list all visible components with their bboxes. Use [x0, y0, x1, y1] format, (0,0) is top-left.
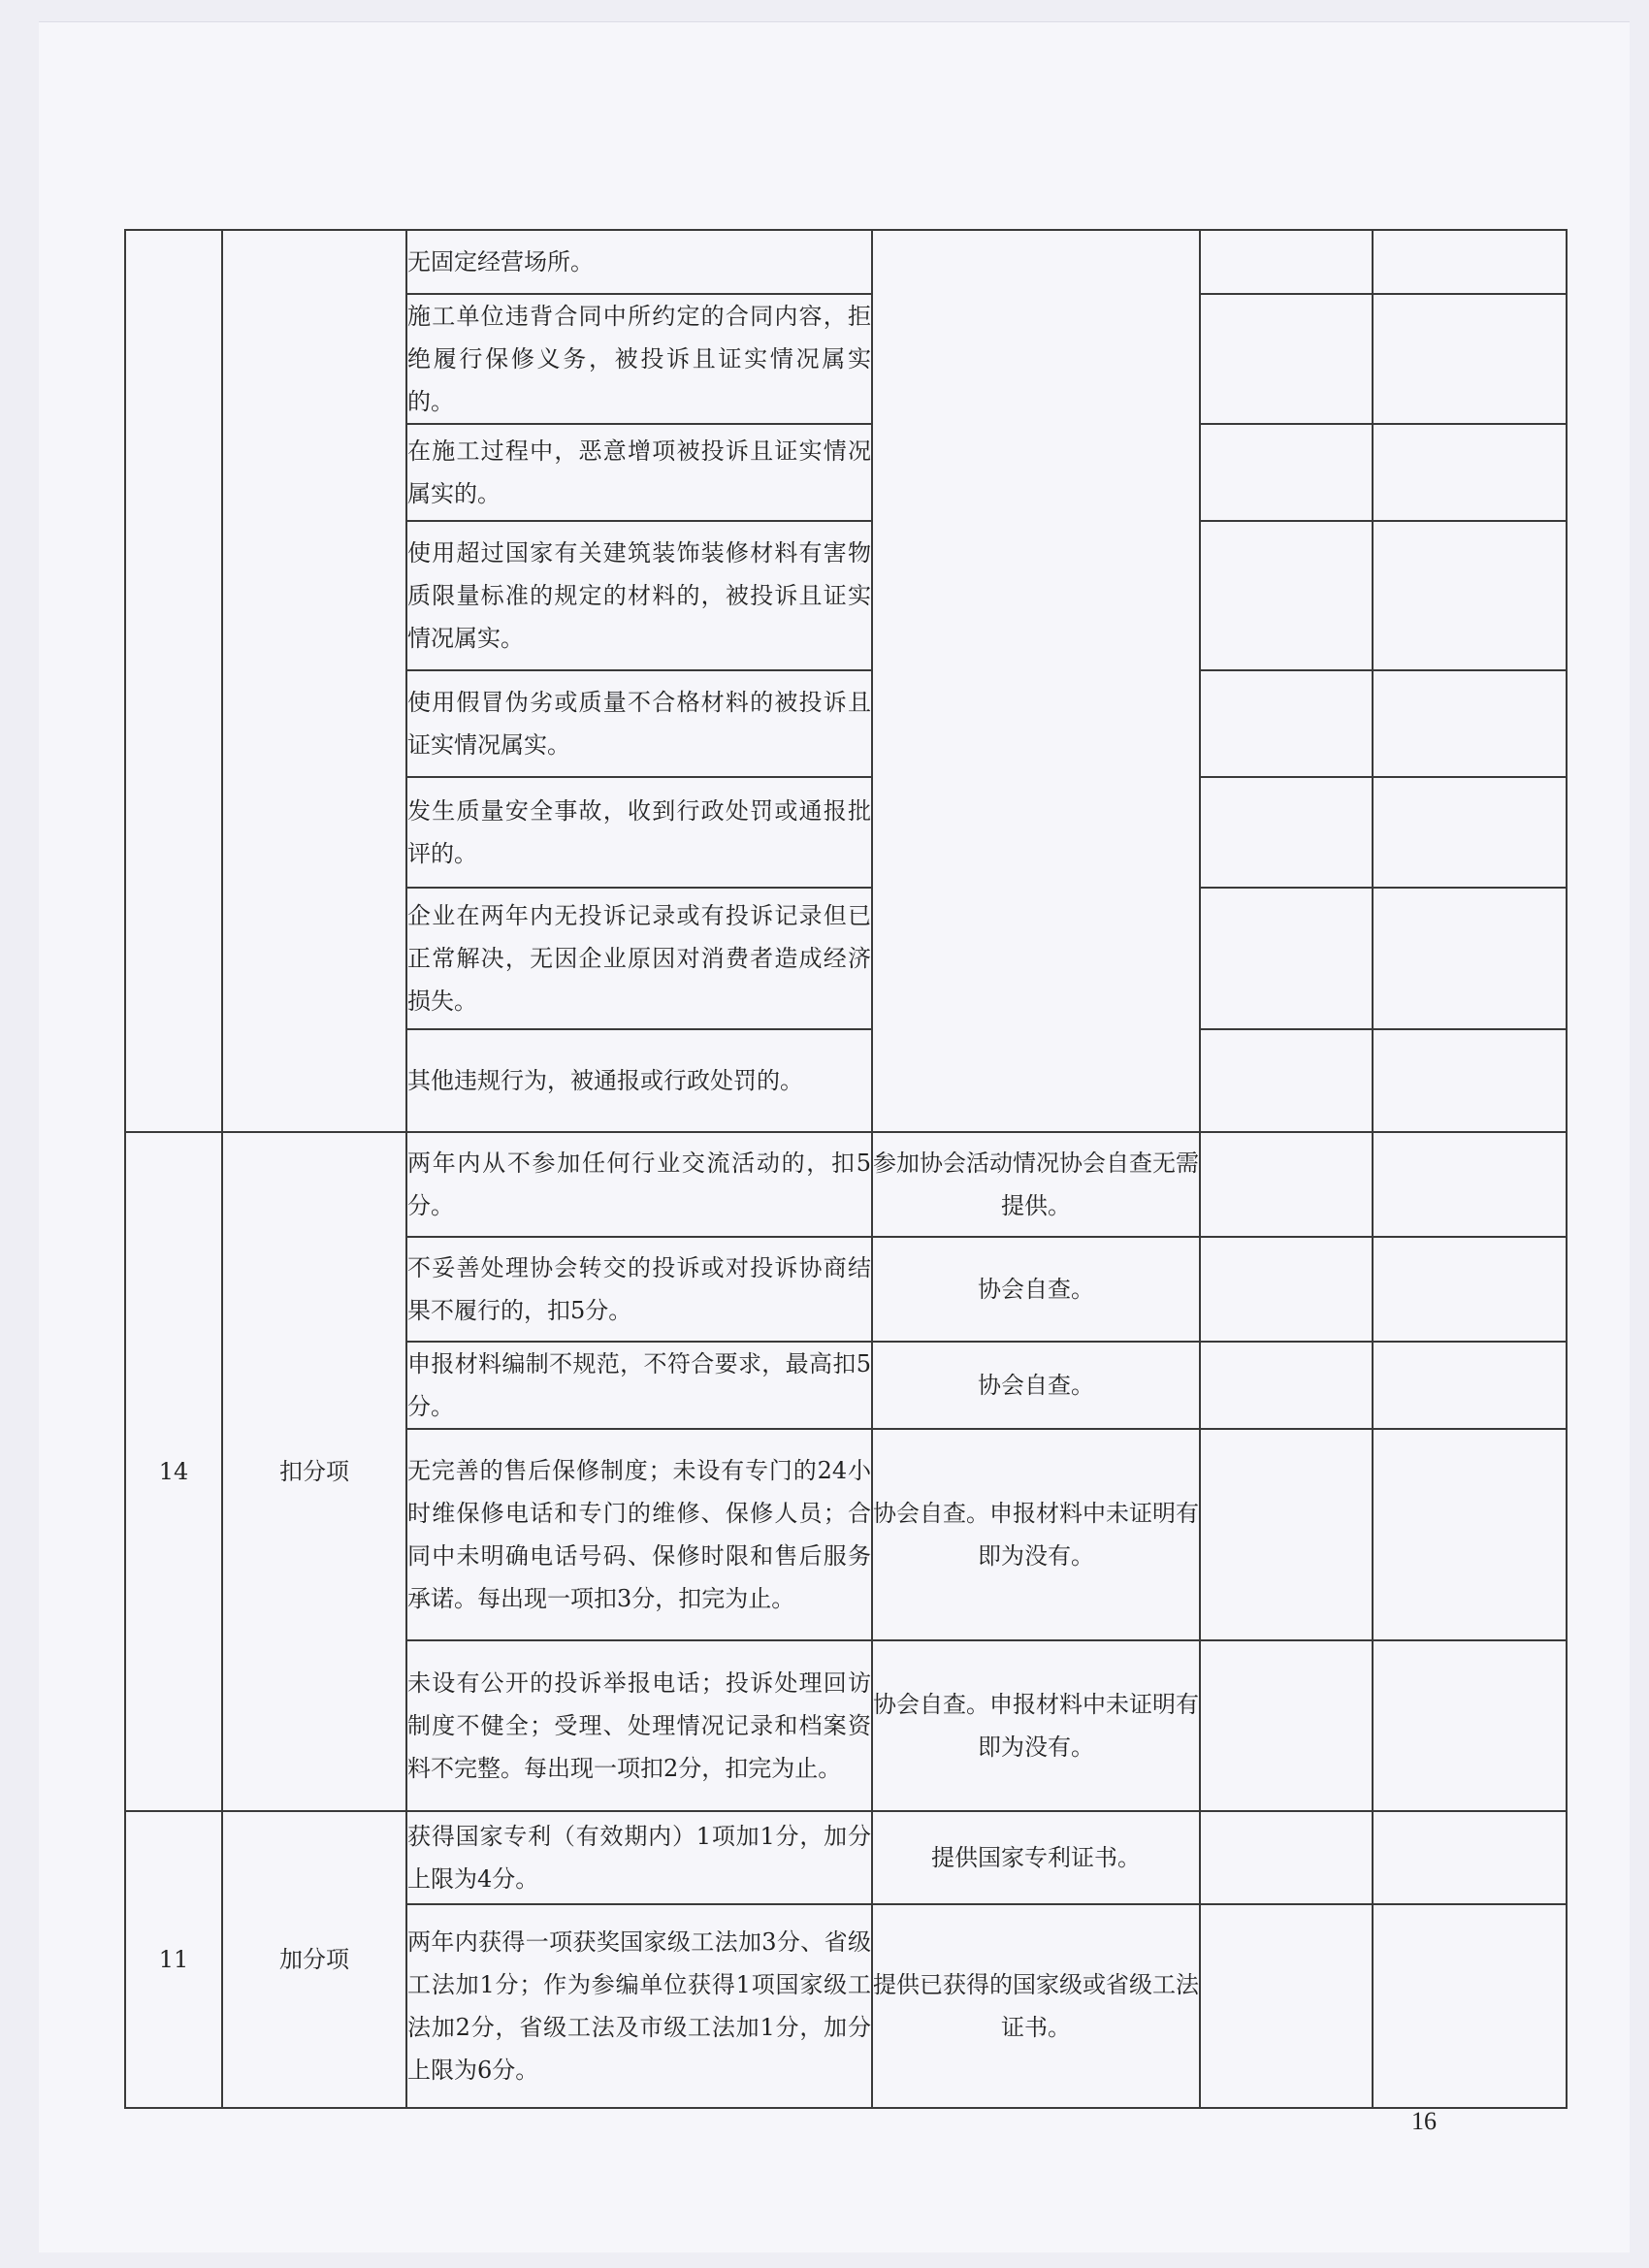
evidence-cell: 提供已获得的国家级或省级工法证书。: [872, 1904, 1200, 2108]
criterion-cell: 其他违规行为，被通报或行政处罚的。: [406, 1029, 872, 1132]
remark-cell: [1373, 424, 1567, 521]
criterion-cell: 企业在两年内无投诉记录或有投诉记录但已正常解决，无因企业原因对消费者造成经济损失。: [406, 888, 872, 1029]
category-cell: 扣分项: [222, 1132, 406, 1811]
index-cell: [125, 230, 222, 1132]
criterion-cell: 无固定经营场所。: [406, 230, 872, 294]
remark-cell: [1373, 1811, 1567, 1904]
index-cell: 14: [125, 1132, 222, 1811]
criterion-cell: 无完善的售后保修制度；未设有专门的24小时维保修电话和专门的维修、保修人员；合同中未明确电话号码、保修时限和售后服务承诺。每出现一项扣3分，扣完为止。: [406, 1429, 872, 1640]
page-number: 16: [1411, 2107, 1437, 2135]
table-row: [125, 230, 1567, 294]
score-cell: [1200, 294, 1373, 424]
score-cell: [1200, 424, 1373, 521]
remark-cell: [1373, 670, 1567, 777]
score-cell: [1200, 230, 1373, 294]
evidence-cell: 协会自查。: [872, 1237, 1200, 1342]
remark-cell: [1373, 888, 1567, 1029]
criterion-cell: 不妥善处理协会转交的投诉或对投诉协商结果不履行的，扣5分。: [406, 1237, 872, 1342]
criterion-cell: 使用超过国家有关建筑装饰装修材料有害物质限量标准的规定的材料的，被投诉且证实情况属实。: [406, 521, 872, 670]
remark-cell: [1373, 1029, 1567, 1132]
score-cell: [1200, 1132, 1373, 1237]
remark-cell: [1373, 1429, 1567, 1640]
table-row: [125, 1132, 1567, 1237]
score-cell: [1200, 888, 1373, 1029]
criterion-cell: 两年内获得一项获奖国家级工法加3分、省级工法加1分；作为参编单位获得1项国家级工法加2分，省级工法及市级工法加1分，加分上限为6分。: [406, 1904, 872, 2108]
remark-cell: [1373, 1904, 1567, 2108]
criterion-cell: 使用假冒伪劣或质量不合格材料的被投诉且证实情况属实。: [406, 670, 872, 777]
criterion-cell: 未设有公开的投诉举报电话；投诉处理回访制度不健全；受理、处理情况记录和档案资料不完整。每出现一项扣2分，扣完为止。: [406, 1640, 872, 1811]
category-cell: [222, 230, 406, 1132]
score-cell: [1200, 1429, 1373, 1640]
score-cell: [1200, 1811, 1373, 1904]
remark-cell: [1373, 1132, 1567, 1237]
evidence-cell: 提供国家专利证书。: [872, 1811, 1200, 1904]
remark-cell: [1373, 1342, 1567, 1429]
score-cell: [1200, 670, 1373, 777]
criterion-cell: 发生质量安全事故，收到行政处罚或通报批评的。: [406, 777, 872, 888]
score-cell: [1200, 777, 1373, 888]
score-cell: [1200, 1640, 1373, 1811]
page-top-edge: [39, 21, 1630, 22]
criterion-cell: 施工单位违背合同中所约定的合同内容，拒绝履行保修义务，被投诉且证实情况属实的。: [406, 294, 872, 424]
evidence-cell: [872, 230, 1200, 1132]
scoring-table: [124, 229, 1568, 2109]
score-cell: [1200, 1904, 1373, 2108]
evidence-cell: 参加协会活动情况协会自查无需提供。: [872, 1132, 1200, 1237]
evidence-cell: 协会自查。: [872, 1342, 1200, 1429]
remark-cell: [1373, 230, 1567, 294]
remark-cell: [1373, 521, 1567, 670]
score-cell: [1200, 1237, 1373, 1342]
criterion-cell: 两年内从不参加任何行业交流活动的，扣5分。: [406, 1132, 872, 1237]
evidence-cell: 协会自查。申报材料中未证明有即为没有。: [872, 1429, 1200, 1640]
remark-cell: [1373, 1237, 1567, 1342]
score-cell: [1200, 1342, 1373, 1429]
score-cell: [1200, 1029, 1373, 1132]
index-cell: 11: [125, 1811, 222, 2108]
remark-cell: [1373, 777, 1567, 888]
criterion-cell: 在施工过程中，恶意增项被投诉且证实情况属实的。: [406, 424, 872, 521]
remark-cell: [1373, 294, 1567, 424]
criterion-cell: 申报材料编制不规范，不符合要求，最高扣5分。: [406, 1342, 872, 1429]
criterion-cell: 获得国家专利（有效期内）1项加1分，加分上限为4分。: [406, 1811, 872, 1904]
remark-cell: [1373, 1640, 1567, 1811]
category-cell: 加分项: [222, 1811, 406, 2108]
table-row: [125, 1811, 1567, 1904]
score-cell: [1200, 521, 1373, 670]
evidence-cell: 协会自查。申报材料中未证明有即为没有。: [872, 1640, 1200, 1811]
